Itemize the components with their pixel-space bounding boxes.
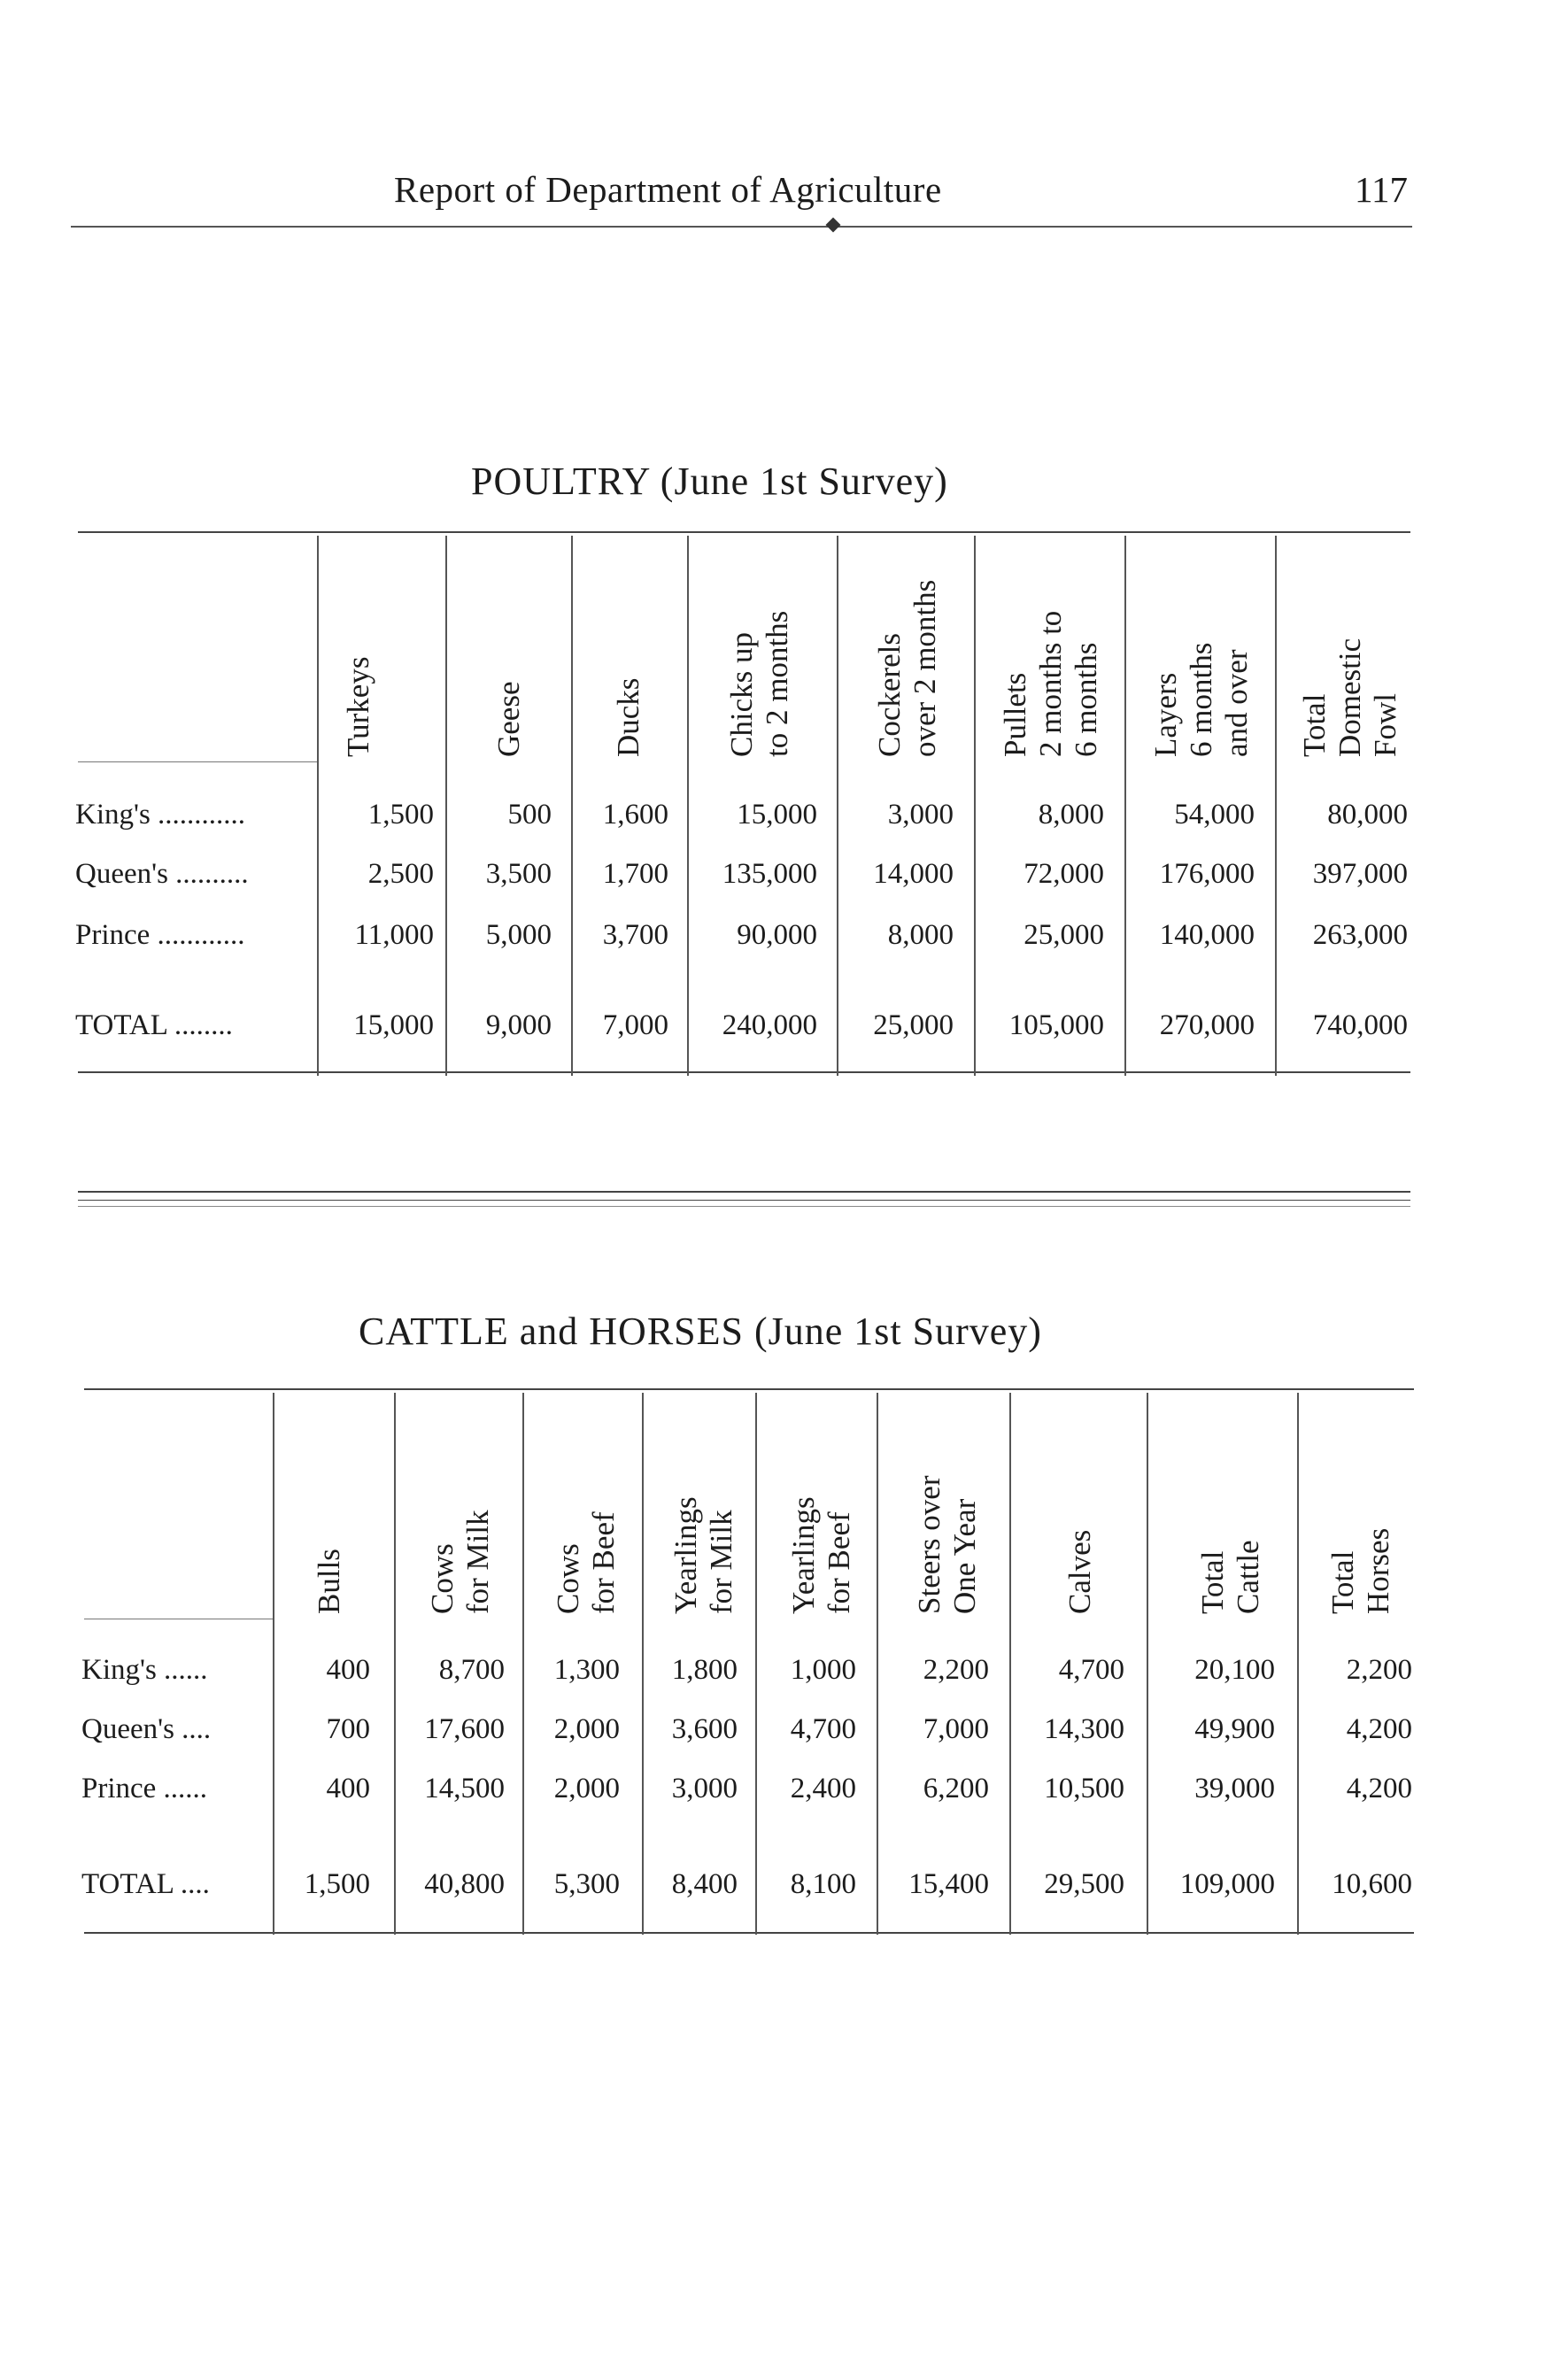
poultry-col-header: Total Domestic Fowl — [1297, 638, 1402, 757]
cattle-col-header: Total Horses — [1325, 1527, 1395, 1614]
poultry-cell: 3,700 — [602, 919, 668, 951]
cattle-cell: 400 — [326, 1654, 370, 1686]
poultry-col-header: Turkeys — [341, 656, 375, 757]
cattle-cell: 39,000 — [1194, 1773, 1275, 1804]
cattle-divider — [1297, 1393, 1299, 1935]
poultry-cell: 1,600 — [602, 799, 668, 831]
cattle-total-cell: 8,400 — [671, 1868, 738, 1900]
cattle-col-header: Cows for Milk — [425, 1510, 495, 1614]
poultry-cell: 135,000 — [722, 858, 817, 890]
cattle-cell: 4,700 — [790, 1713, 856, 1745]
running-header-title: Report of Department of Agriculture — [394, 169, 942, 210]
poultry-cell: 176,000 — [1159, 858, 1255, 890]
poultry-cell: 15,000 — [737, 799, 817, 831]
poultry-cell: 5,000 — [485, 919, 552, 951]
cattle-cell: 8,700 — [438, 1654, 505, 1686]
cattle-cell: 1,000 — [790, 1654, 856, 1686]
poultry-cell: 397,000 — [1312, 858, 1408, 890]
cattle-divider — [394, 1393, 396, 1935]
section-separator-rule — [78, 1200, 1410, 1201]
poultry-cell: 14,000 — [873, 858, 954, 890]
cattle-divider — [642, 1393, 644, 1935]
cattle-cell: 10,500 — [1044, 1773, 1124, 1804]
cattle-divider — [273, 1393, 274, 1935]
cattle-total-cell: 5,300 — [553, 1868, 620, 1900]
poultry-cell: 8,000 — [887, 919, 954, 951]
poultry-cell: 1,500 — [367, 799, 434, 831]
cattle-cell: 3,600 — [671, 1713, 738, 1745]
poultry-row-label: TOTAL ........ — [75, 1009, 233, 1041]
poultry-divider — [1124, 536, 1126, 1076]
header-rule — [71, 226, 1412, 228]
cattle-total-cell: 40,800 — [424, 1868, 505, 1900]
cattle-col-header: Total Cattle — [1195, 1540, 1265, 1614]
cattle-cell: 14,500 — [424, 1773, 505, 1804]
poultry-col-header: Layers 6 months and over — [1148, 642, 1254, 757]
poultry-divider — [687, 536, 689, 1076]
poultry-divider — [974, 536, 976, 1076]
poultry-cell: 500 — [507, 799, 552, 831]
page-number: 117 — [1355, 169, 1408, 210]
cattle-cell: 2,000 — [553, 1713, 620, 1745]
section-separator-rule — [78, 1206, 1410, 1207]
poultry-total-cell: 740,000 — [1312, 1009, 1408, 1041]
cattle-cell: 2,000 — [553, 1773, 620, 1804]
poultry-divider — [317, 536, 319, 1076]
poultry-divider — [837, 536, 838, 1076]
poultry-table-title: POULTRY (June 1st Survey) — [471, 460, 948, 503]
cattle-col-header: Calves — [1062, 1529, 1097, 1614]
poultry-divider — [445, 536, 447, 1076]
poultry-cell: 11,000 — [354, 919, 434, 951]
poultry-col-header: Cockerels over 2 months — [872, 579, 942, 757]
poultry-cell: 1,700 — [602, 858, 668, 890]
poultry-col-header: Pullets 2 months to 6 months — [998, 610, 1103, 757]
cattle-total-cell: 10,600 — [1332, 1868, 1412, 1900]
cattle-row-label: Prince ...... — [81, 1773, 208, 1804]
poultry-total-cell: 240,000 — [722, 1009, 817, 1041]
cattle-cell: 700 — [326, 1713, 370, 1745]
poultry-total-cell: 25,000 — [873, 1009, 954, 1041]
poultry-row-label: Prince ............ — [75, 919, 245, 951]
cattle-row-label: Queen's .... — [81, 1713, 212, 1745]
cattle-cell: 400 — [326, 1773, 370, 1804]
cattle-total-cell: 8,100 — [790, 1868, 856, 1900]
cattle-cell: 1,800 — [671, 1654, 738, 1686]
poultry-cell: 3,000 — [887, 799, 954, 831]
cattle-divider — [1147, 1393, 1148, 1935]
cattle-cell: 2,200 — [1346, 1654, 1412, 1686]
poultry-cell: 140,000 — [1159, 919, 1255, 951]
cattle-cell: 6,200 — [923, 1773, 989, 1804]
cattle-col-header: Yearlings for Milk — [668, 1496, 738, 1614]
poultry-cell: 8,000 — [1038, 799, 1104, 831]
cattle-col-header: Yearlings for Beef — [786, 1496, 856, 1614]
poultry-row-label: King's ............ — [75, 799, 246, 831]
cattle-cell: 2,200 — [923, 1654, 989, 1686]
poultry-cell: 80,000 — [1327, 799, 1408, 831]
cattle-col-header: Steers over One Year — [912, 1475, 982, 1614]
cattle-cell: 4,200 — [1346, 1713, 1412, 1745]
poultry-row-label: Queen's .......... — [75, 858, 249, 890]
poultry-col-header: Ducks — [611, 677, 645, 757]
poultry-cell: 54,000 — [1174, 799, 1255, 831]
poultry-cell: 263,000 — [1312, 919, 1408, 951]
cattle-col-header: Cows for Beef — [551, 1511, 621, 1614]
cattle-cell: 4,700 — [1058, 1654, 1124, 1686]
cattle-cell: 1,300 — [553, 1654, 620, 1686]
cattle-cell: 4,200 — [1346, 1773, 1412, 1804]
cattle-row-label: King's ...... — [81, 1654, 208, 1686]
cattle-col-header: Bulls — [312, 1549, 346, 1614]
poultry-divider — [1275, 536, 1277, 1076]
cattle-total-cell: 15,400 — [908, 1868, 989, 1900]
cattle-cell: 7,000 — [923, 1713, 989, 1745]
poultry-cell: 3,500 — [485, 858, 552, 890]
poultry-cell: 25,000 — [1024, 919, 1104, 951]
poultry-cell: 2,500 — [367, 858, 434, 890]
cattle-divider — [755, 1393, 757, 1935]
poultry-divider — [571, 536, 573, 1076]
section-separator-rule — [78, 1191, 1410, 1193]
poultry-total-cell: 270,000 — [1159, 1009, 1255, 1041]
poultry-cell: 72,000 — [1024, 858, 1104, 890]
poultry-total-cell: 7,000 — [602, 1009, 668, 1041]
poultry-total-cell: 15,000 — [353, 1009, 434, 1041]
cattle-total-cell: 29,500 — [1044, 1868, 1124, 1900]
cattle-total-cell: 109,000 — [1179, 1868, 1275, 1900]
poultry-header-stub-rule — [78, 761, 319, 762]
poultry-cell: 90,000 — [737, 919, 817, 951]
cattle-cell: 2,400 — [790, 1773, 856, 1804]
cattle-top-rule — [84, 1388, 1414, 1390]
cattle-divider — [877, 1393, 878, 1935]
header-ornament — [826, 218, 841, 233]
poultry-total-cell: 9,000 — [485, 1009, 552, 1041]
cattle-table-title: CATTLE and HORSES (June 1st Survey) — [359, 1310, 1042, 1353]
cattle-divider — [522, 1393, 524, 1935]
cattle-bottom-rule — [84, 1932, 1414, 1934]
cattle-row-label: TOTAL .... — [81, 1868, 210, 1900]
cattle-divider — [1009, 1393, 1011, 1935]
poultry-col-header: Geese — [491, 681, 526, 757]
poultry-bottom-rule — [78, 1071, 1410, 1073]
cattle-cell: 14,300 — [1044, 1713, 1124, 1745]
cattle-cell: 49,900 — [1194, 1713, 1275, 1745]
poultry-col-header: Chicks up to 2 months — [724, 610, 794, 757]
cattle-cell: 3,000 — [671, 1773, 738, 1804]
cattle-cell: 17,600 — [424, 1713, 505, 1745]
poultry-total-cell: 105,000 — [1008, 1009, 1104, 1041]
cattle-total-cell: 1,500 — [304, 1868, 370, 1900]
cattle-cell: 20,100 — [1194, 1654, 1275, 1686]
poultry-top-rule — [78, 531, 1410, 533]
